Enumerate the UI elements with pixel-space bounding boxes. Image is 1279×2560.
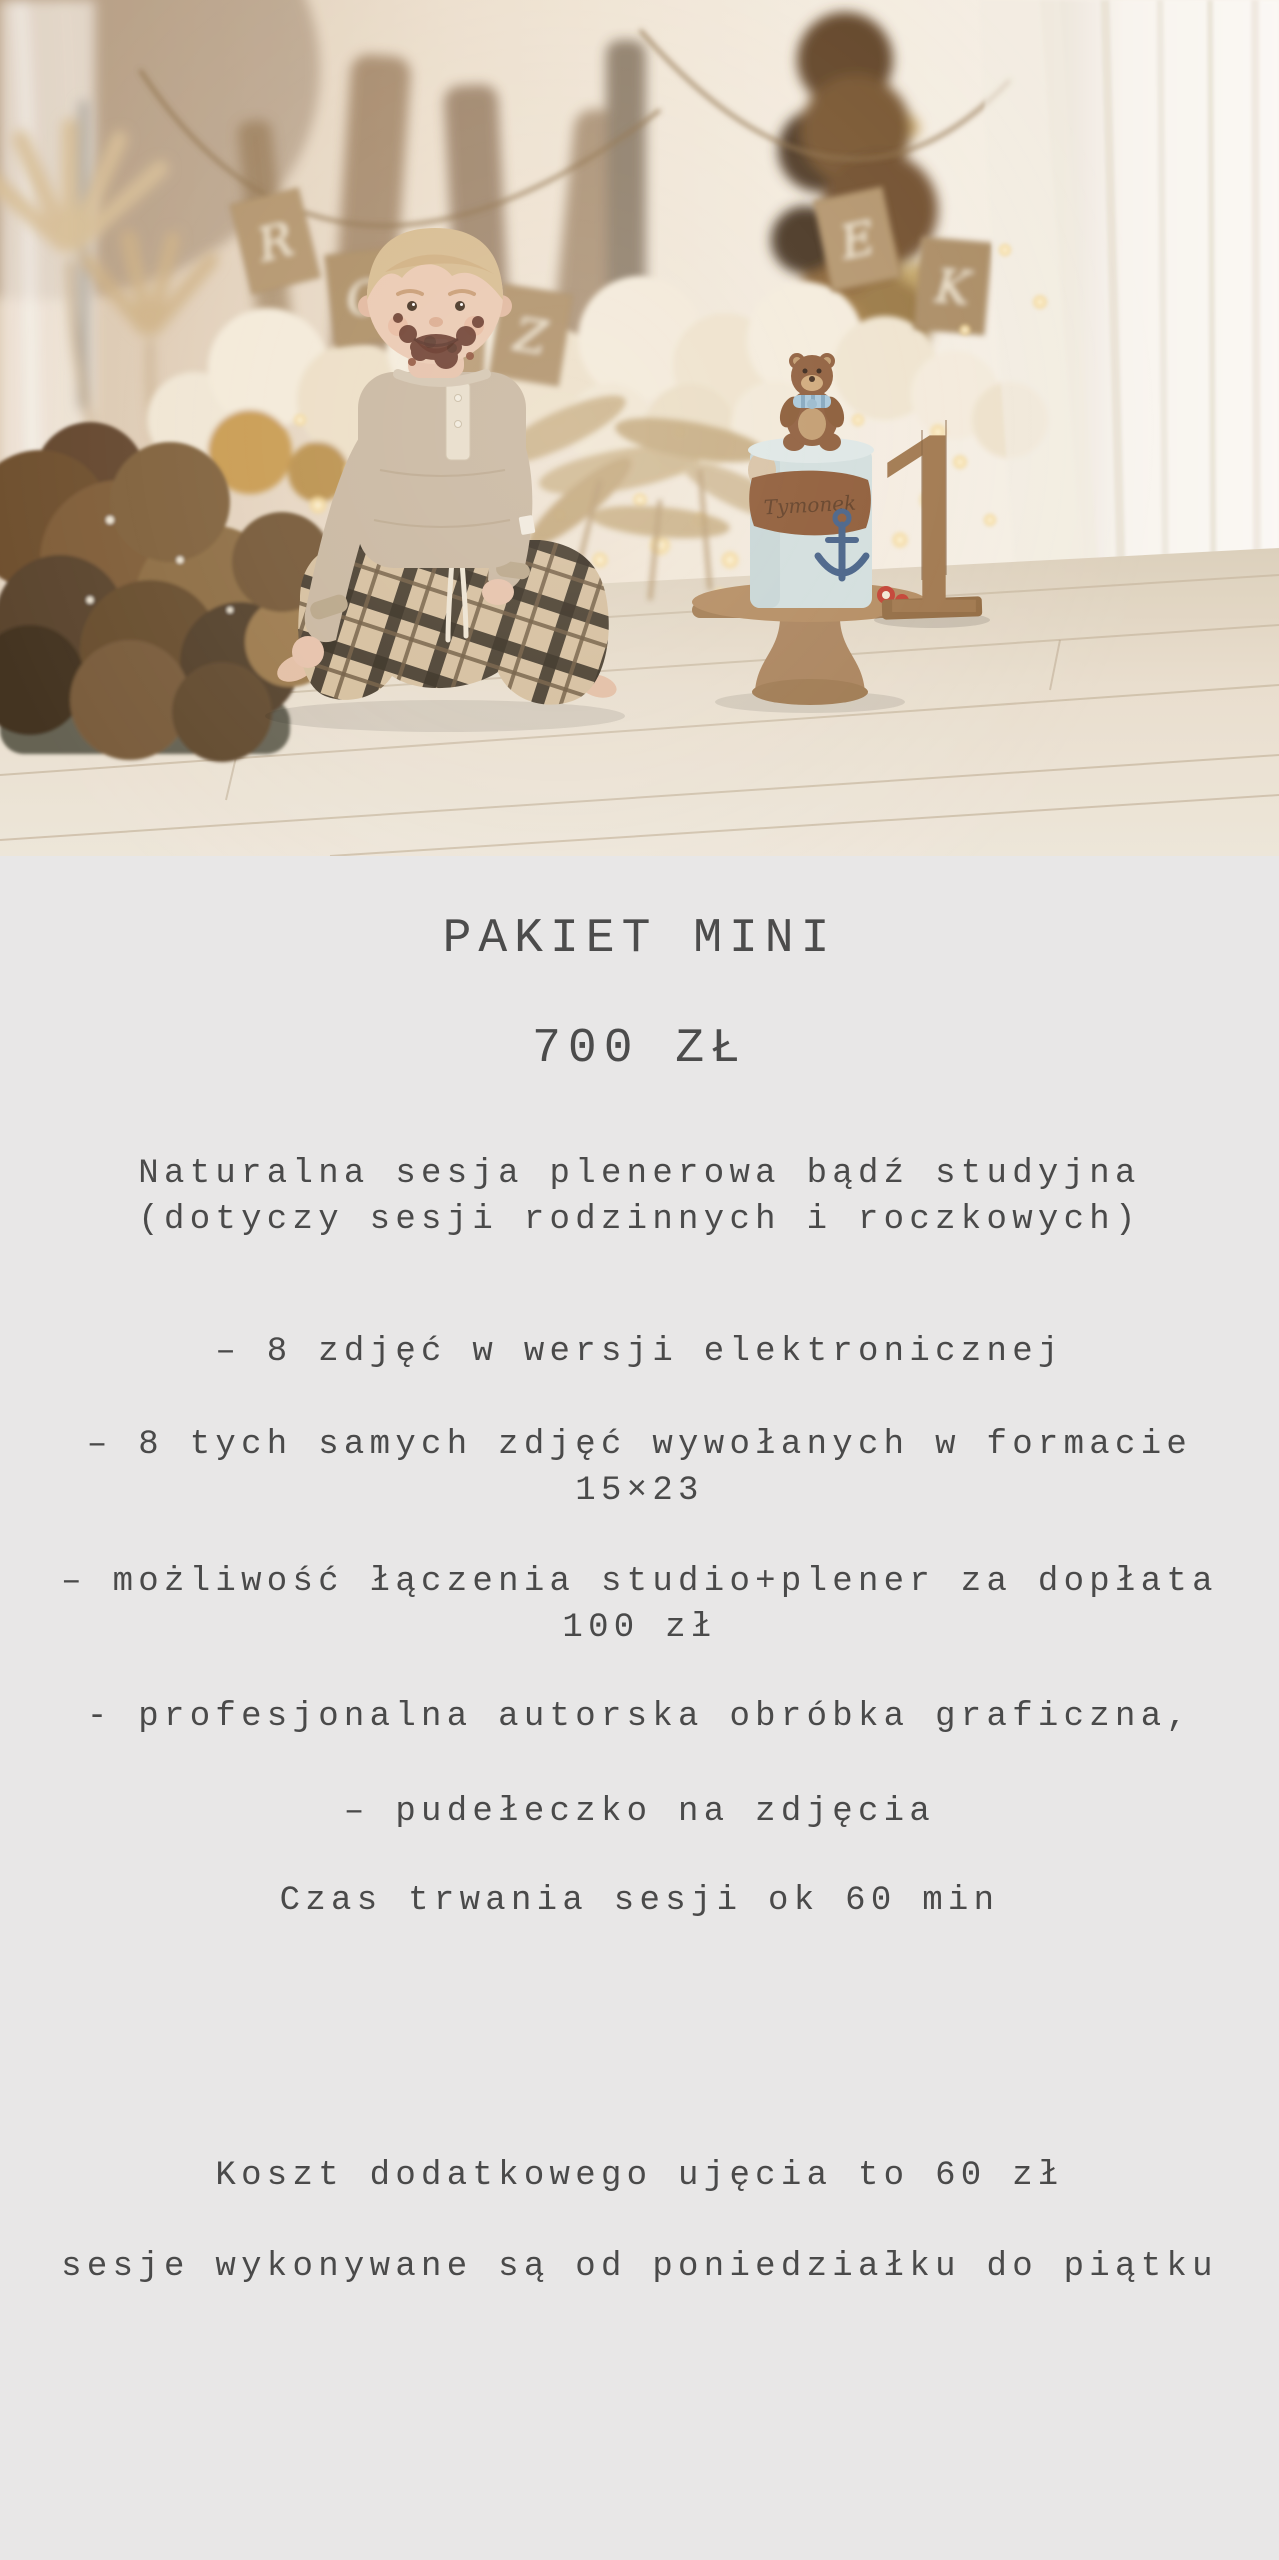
session-days-note: sesje wykonywane są od poniedziałku do piątku	[61, 2248, 1218, 2286]
hero-photo-illustration	[0, 0, 1279, 856]
extra-shot-cost: Koszt dodatkowego ujęcia to 60 zł	[215, 2157, 1064, 2195]
feature-item: - profesjonalna autorska obróbka graficzna,	[86, 1698, 1193, 1736]
session-duration: Czas trwania sesji ok 60 min	[279, 1882, 1000, 1920]
feature-item: – 8 tych samych zdjęć wywołanych w formacie 15×23	[86, 1426, 1193, 1510]
package-price: 700 ZŁ	[532, 1022, 747, 1076]
hero-photo	[0, 0, 1279, 856]
package-title: PAKIET MINI	[442, 912, 837, 966]
subtitle-line: Naturalna sesja plenerowa bądź studyjna	[138, 1155, 1141, 1193]
feature-item: – pudełeczko na zdjęcia	[343, 1793, 936, 1831]
package-subtitle	[52, 1151, 1228, 1243]
feature-item: – 8 zdjęć w wersji elektronicznej	[215, 1333, 1064, 1371]
subtitle-line: (dotyczy sesji rodzinnych i roczkowych)	[138, 1201, 1141, 1239]
feature-item: – możliwość łączenia studio+plener za dopłata 100 zł	[61, 1563, 1218, 1647]
